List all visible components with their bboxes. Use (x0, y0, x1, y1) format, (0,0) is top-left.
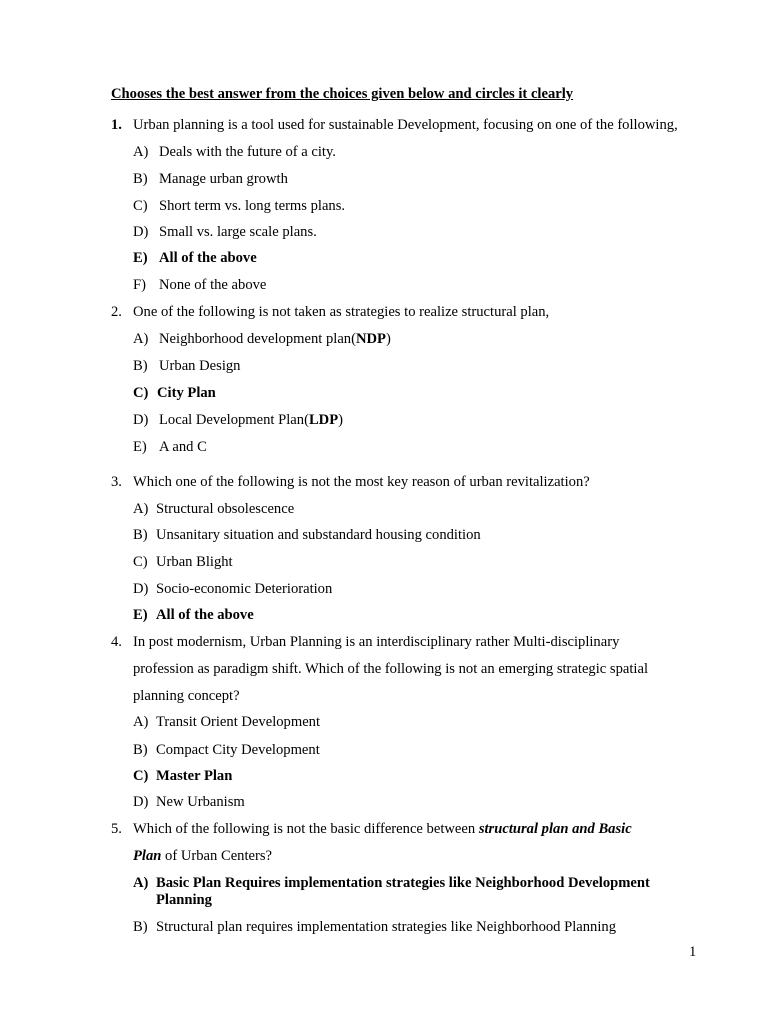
option-letter: B) (133, 527, 148, 543)
option-letter: B) (133, 919, 148, 935)
q2-option-c (133, 384, 216, 402)
q2-option-a (133, 330, 391, 348)
option-text: Urban Blight (156, 554, 233, 570)
question-4-line-1: In post modernism, Urban Planning is an interdisciplinary rather Multi-disciplinary (133, 634, 620, 650)
question-1-text: Urban planning is a tool used for sustainable Development, focusing on one of the following, (133, 117, 678, 133)
option-letter: A) (133, 331, 149, 347)
q2-option-b (133, 357, 240, 375)
option-letter: A) (133, 501, 149, 517)
option-text: Short term vs. long terms plans. (159, 198, 346, 214)
page-number: 1 (689, 944, 697, 960)
option-abbrev: NDP (355, 331, 386, 347)
option-letter: D) (133, 581, 149, 597)
option-letter: D) (133, 794, 149, 810)
option-text: Urban Design (159, 358, 241, 374)
q4-option-d (133, 793, 245, 811)
option-text: Structural obsolescence (156, 501, 295, 517)
question-3-number: 3. (111, 474, 122, 490)
option-letter: E) (133, 250, 148, 266)
option-text: Neighborhood development plan( (159, 331, 356, 347)
option-letter: F) (133, 277, 146, 293)
option-text: All of the above (156, 607, 254, 623)
option-letter: C) (133, 554, 148, 570)
q1-option-b (133, 170, 288, 188)
option-letter: C) (133, 385, 149, 401)
question-5-line-2 (133, 847, 272, 865)
question-4-line-3: planning concept? (133, 688, 240, 704)
option-tail: ) (385, 331, 391, 347)
q3-option-c (133, 553, 233, 571)
option-letter: B) (133, 358, 148, 374)
option-text: Structural plan requires implementation strategies like Neighborhood Planning (156, 919, 617, 935)
question-5-emphasis: structural plan and Basic (478, 821, 632, 837)
q5-option-a (133, 874, 650, 892)
q1-option-d (133, 223, 317, 241)
option-text: A and C (159, 439, 207, 455)
option-letter: C) (133, 198, 148, 214)
question-5-text: of Urban Centers? (161, 848, 273, 864)
option-text: Socio-economic Deterioration (156, 581, 333, 597)
question-5-emphasis: Plan (133, 848, 162, 864)
option-letter: B) (133, 742, 148, 758)
question-5-text: Which of the following is not the basic difference between (133, 821, 479, 837)
option-letter: E) (133, 607, 148, 623)
question-4-number: 4. (111, 634, 122, 650)
option-text: All of the above (159, 250, 257, 266)
q3-option-b (133, 526, 481, 544)
option-abbrev: LDP (308, 412, 339, 428)
option-text: Deals with the future of a city. (159, 144, 336, 160)
option-text: Unsanitary situation and substandard housing condition (156, 527, 481, 543)
option-text: None of the above (159, 277, 267, 293)
q3-option-d (133, 580, 332, 598)
option-text: Basic Plan Requires implementation strategies like Neighborhood Development (156, 875, 650, 891)
option-text: Master Plan (156, 768, 233, 784)
q5-option-a-continuation: Planning (156, 892, 212, 908)
option-text: Small vs. large scale plans. (159, 224, 317, 240)
question-1-number: 1. (111, 117, 122, 133)
option-tail: ) (338, 412, 344, 428)
q1-option-f (133, 276, 266, 294)
question-3-text: Which one of the following is not the most key reason of urban revitalization? (133, 474, 590, 490)
option-letter: B) (133, 171, 148, 187)
option-text: Transit Orient Development (156, 714, 321, 730)
question-2-number: 2. (111, 304, 122, 320)
option-letter: D) (133, 412, 149, 428)
q3-option-a (133, 500, 294, 518)
option-letter: D) (133, 224, 149, 240)
q3-option-e (133, 606, 254, 624)
option-text: City Plan (157, 385, 216, 401)
option-text: Local Development Plan( (159, 412, 309, 428)
q1-option-e (133, 249, 257, 267)
option-letter: C) (133, 768, 149, 784)
q4-option-c (133, 767, 232, 785)
question-5-line-1 (133, 820, 632, 838)
q4-option-b (133, 741, 320, 759)
option-text: Manage urban growth (159, 171, 288, 187)
instruction-heading: Chooses the best answer from the choices given below and circles it clearly (111, 86, 574, 102)
option-letter: A) (133, 714, 149, 730)
option-letter: A) (133, 144, 149, 160)
q1-option-a (133, 143, 336, 161)
question-2-text: One of the following is not taken as strategies to realize structural plan, (133, 304, 550, 320)
option-text: Compact City Development (156, 742, 320, 758)
q5-option-b (133, 918, 616, 936)
option-letter: E) (133, 439, 147, 455)
q2-option-e (133, 438, 207, 456)
q1-option-c (133, 197, 345, 215)
option-letter: A) (133, 875, 149, 891)
q4-option-a (133, 713, 320, 731)
question-4-line-2: profession as paradigm shift. Which of the following is not an emerging strategic spatial (133, 661, 648, 677)
q2-option-d (133, 411, 343, 429)
option-text: New Urbanism (156, 794, 245, 810)
question-5-number: 5. (111, 821, 122, 837)
